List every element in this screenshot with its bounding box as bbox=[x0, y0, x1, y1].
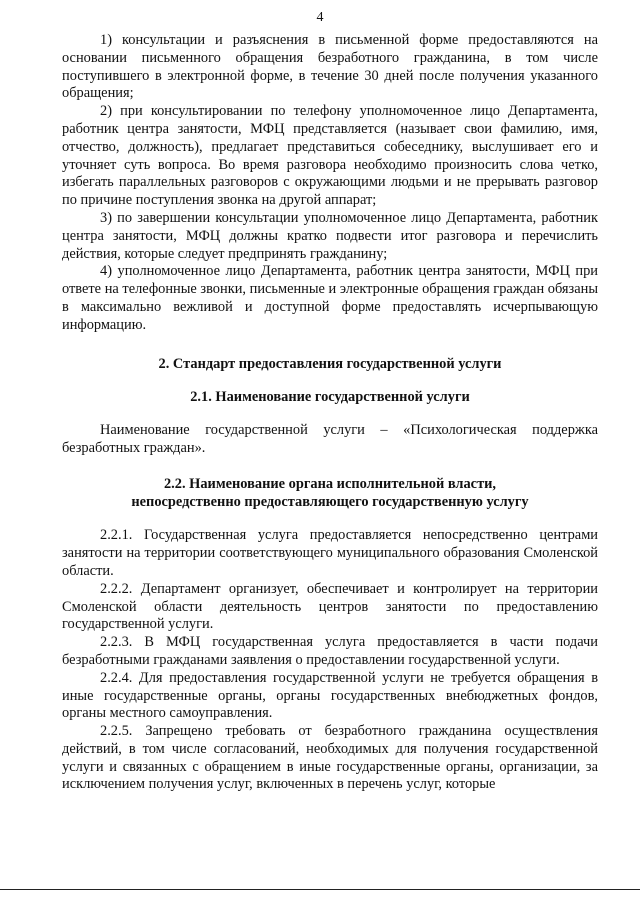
paragraph-2-2-2: 2.2.2. Департамент организует, обеспечивает и контролирует на территории Смоленской области деятельность центров занятости по предоставлению государственной услуги. bbox=[62, 580, 598, 633]
section-2-2-heading bbox=[62, 476, 598, 512]
list-item-2: 2) при консультировании по телефону уполномоченное лицо Департамента, работник центра занятости, МФЦ представляется (называет свои фамилию, имя, отчество, должность), предлагает представиться собеседнику, выслушивает его и уточняет суть вопроса. Во время разговора необходимо произносить слова четко, избегать параллельных разговоров с окружающими людьми и не прерывать разговор по причине поступления звонка на другой аппарат; bbox=[62, 103, 598, 209]
paragraph-2-2-5: 2.2.5. Запрещено требовать от безработного гражданина осуществления действий, в том числе согласований, необходимых для получения государственной услуги и связанных с обращением в иные государственные органы, организации, за исключением получения услуг, включенных в перечень услуг, которые bbox=[62, 723, 598, 793]
service-name-paragraph: Наименование государственной услуги – «Психологическая поддержка безработных граждан». bbox=[62, 422, 598, 456]
paragraph-2-2-1: 2.2.1. Государственная услуга предоставляется непосредственно центрами занятости на территории соответствующего муниципального образования Смоленской области. bbox=[62, 527, 598, 579]
section-2-2-heading-line-2: непосредственно предоставляющего государственную услугу bbox=[131, 493, 529, 510]
list-item-4: 4) уполномоченное лицо Департамента, работник центра занятости, МФЦ при ответе на телефонные звонки, письменные и электронные обращения граждан обязаны в максимально вежливой и доступной форме предоставлять исчерпывающую информацию. bbox=[62, 263, 598, 333]
paragraph-2-2-3: 2.2.3. В МФЦ государственная услуга предоставляется в части подачи безработными гражданами заявления о предоставлении государственной услуги. bbox=[62, 634, 598, 668]
page-content bbox=[62, 32, 598, 794]
list-item-1: 1) консультации и разъяснения в письменной форме предоставляются на основании письменного обращения безработного гражданина, в том числе поступившего в электронной форме, в течение 30 дней после получения указанного обращения; bbox=[62, 32, 598, 102]
section-2-1-heading: 2.1. Наименование государственной услуги bbox=[190, 389, 470, 406]
section-2-heading: 2. Стандарт предоставления государственной услуги bbox=[158, 355, 502, 372]
list-item-3: 3) по завершении консультации уполномоченное лицо Департамента, работник центра занятости, МФЦ должны кратко подвести итог разговора и перечислить действия, которые следует предпринять гражданину; bbox=[62, 209, 598, 262]
section-2-2-heading-line-1: 2.2. Наименование органа исполнительной власти, bbox=[163, 475, 497, 492]
page-number: 4 bbox=[316, 10, 324, 25]
bottom-divider bbox=[0, 889, 640, 890]
paragraph-2-2-4: 2.2.4. Для предоставления государственной услуги не требуется обращения в иные государственные органы, органы государственных внебюджетных фондов, органы местного самоуправления. bbox=[62, 669, 598, 722]
